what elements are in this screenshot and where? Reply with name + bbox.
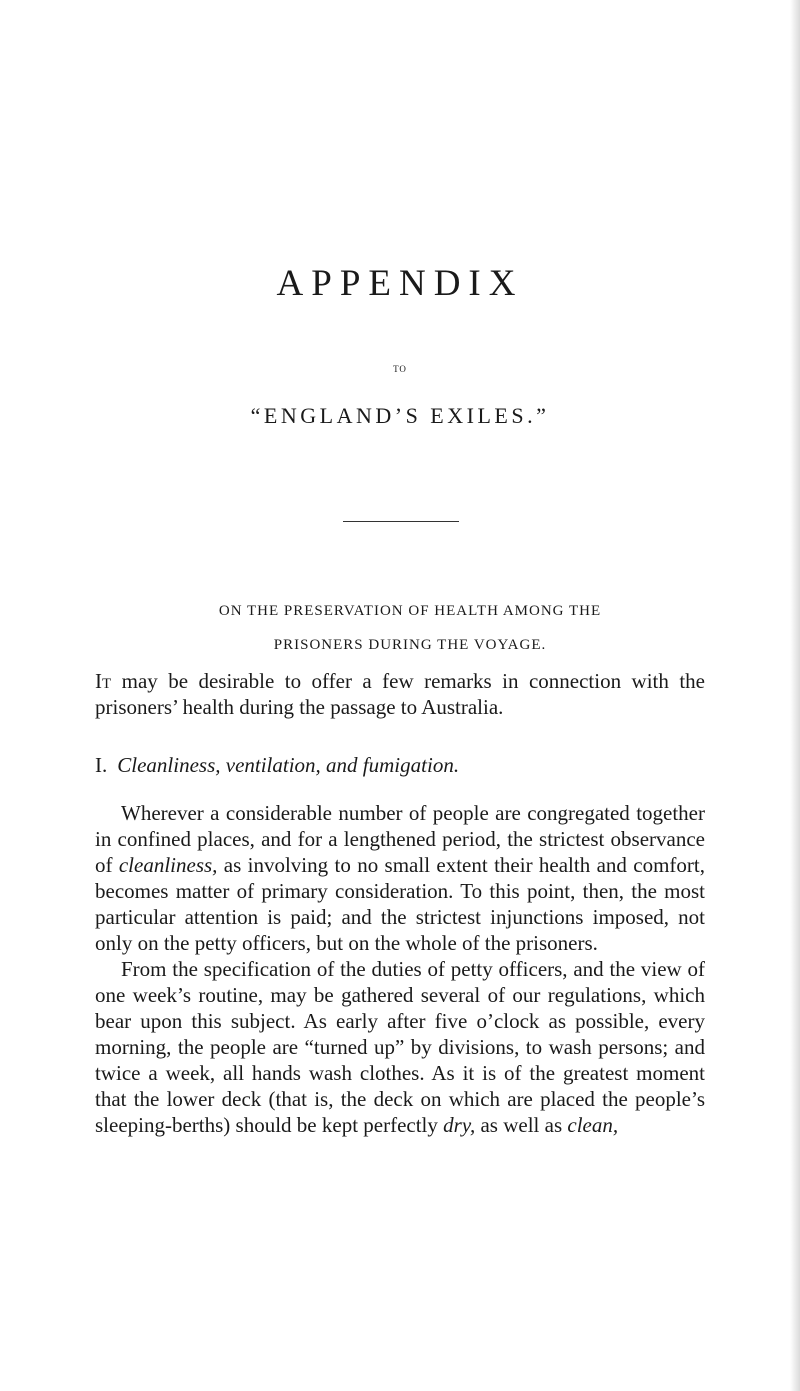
section-heading-line-2: PRISONERS DURING THE VOYAGE. <box>273 637 547 653</box>
intro-text: may be desirable to offer a few remarks in connection with the prisoners’ health during the passage to Australia. <box>95 669 705 719</box>
body-text-block <box>95 800 705 1138</box>
page-title: APPENDIX <box>276 263 524 304</box>
page-edge-shadow <box>790 0 800 1391</box>
paragraph-2-emphasis-dry: dry, <box>443 1113 476 1137</box>
intro-paragraph <box>95 668 705 720</box>
paragraph-2-text-b: as well as <box>475 1113 568 1137</box>
paragraph-1-text-a: Wherever a considerable number of people are congregated together in confined places, and for a lengthened period, the strictest observance of <box>95 801 705 877</box>
book-subtitle: “ENGLAND’S EXILES.” <box>250 403 550 428</box>
subsection-number: I. <box>95 753 108 777</box>
paragraph-1-emphasis: cleanliness, <box>118 853 218 877</box>
paragraph-cleanliness <box>95 800 705 956</box>
paragraph-2-emphasis-clean: clean, <box>567 1113 619 1137</box>
section-heading-line-1: ON THE PRESERVATION OF HEALTH AMONG THE <box>218 603 602 619</box>
paragraph-regulations <box>95 956 705 1138</box>
subsection-title: Cleanliness, ventilation, and fumigation. <box>117 753 460 777</box>
section-heading <box>60 594 760 662</box>
intro-lead-word: It <box>95 669 112 693</box>
paragraph-1-text-b: as involving to no small extent their health and comfort, becomes matter of primary consideration. To this point, then, the most particular attention is paid; and the strictest injunctions imposed, not only on the petty officers, but on the whole of the prisoners. <box>95 853 705 955</box>
subsection-heading <box>95 752 705 778</box>
paragraph-2-text-a: From the specification of the duties of petty officers, and the view of one week’s routine, may be gathered several of our regulations, which bear upon this subject. As early after five o’clock as possible, every morning, the people are “turned up” by divisions, to wash persons; and twice a week, all hands wash clothes. As it is of the greatest moment that the lower deck (that is, the deck on which are placed the people’s sleeping-berths) should be kept perfectly <box>95 957 705 1137</box>
divider-rule <box>343 521 459 522</box>
title-connector: TO <box>393 364 407 374</box>
